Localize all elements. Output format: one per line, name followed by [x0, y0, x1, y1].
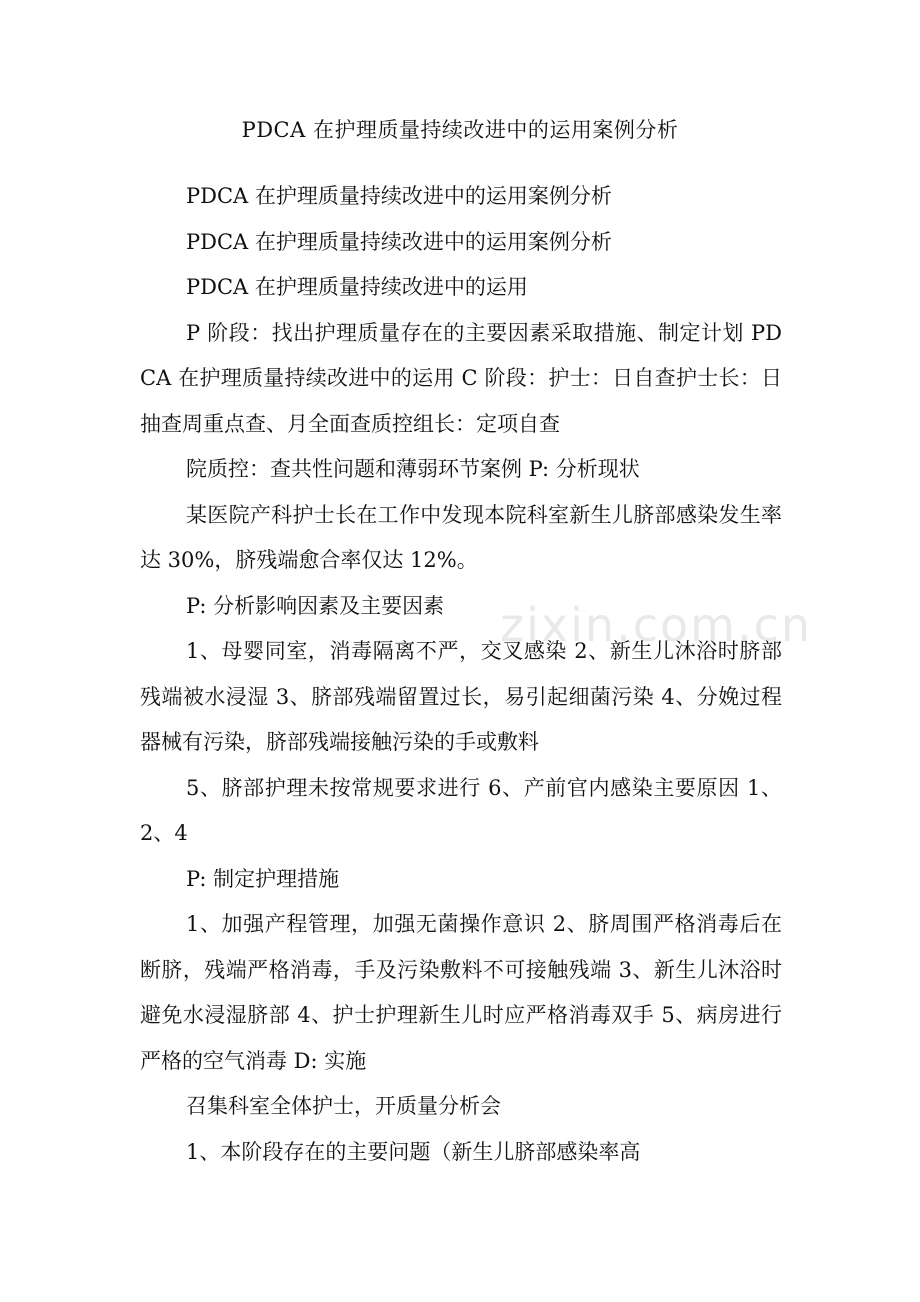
paragraph: 1、母婴同室，消毒隔离不严，交叉感染 2、新生儿沐浴时脐部残端被水浸湿 3、脐部残端留置过长，易引起细菌污染 4、分娩过程器械有污染，脐部残端接触污染的手或敷料 — [140, 639, 782, 754]
document-body — [140, 174, 782, 1175]
paragraph: P: 制定护理措施 — [186, 866, 340, 891]
paragraph: 院质控：查共性问题和薄弱环节案例 P: 分析现状 — [186, 457, 640, 481]
paragraph: PDCA 在护理质量持续改进中的运用 — [186, 275, 528, 299]
paragraph: 某医院产科护士长在工作中发现本院科室新生儿脐部感染发生率达 30%，脐残端愈合率仅达 12%。 — [140, 502, 782, 572]
paragraph: 1、加强产程管理，加强无菌操作意识 2、脐周围严格消毒后在断脐，残端严格消毒，手及污染敷料不可接触残端 3、新生儿沐浴时避免水浸湿脐部 4、护士护理新生儿时应严格消毒双手 5、病房进行严格的空气消毒 D: 实施 — [140, 912, 782, 1073]
paragraph: 1、本阶段存在的主要问题（新生儿脐部感染率高 — [186, 1139, 641, 1164]
watermark: zixin.com.cn — [500, 598, 813, 652]
document-title: PDCA 在护理质量持续改进中的运用案例分析 — [241, 118, 679, 142]
paragraph: PDCA 在护理质量持续改进中的运用案例分析 — [186, 229, 612, 254]
paragraph: P: 分析影响因素及主要因素 — [186, 593, 445, 618]
paragraph: 5、脐部护理未按常规要求进行 6、产前官内感染主要原因 1、2、4 — [140, 775, 782, 845]
paragraph: PDCA 在护理质量持续改进中的运用案例分析 — [186, 184, 612, 208]
paragraph: P 阶段：找出护理质量存在的主要因素采取措施、制定计划 PDCA 在护理质量持续改进中的运用 C 阶段：护士：日自查护士长：日抽查周重点查、月全面查质控组长：定项自查 — [140, 320, 782, 436]
paragraph: 召集科室全体护士，开质量分析会 — [186, 1094, 501, 1118]
